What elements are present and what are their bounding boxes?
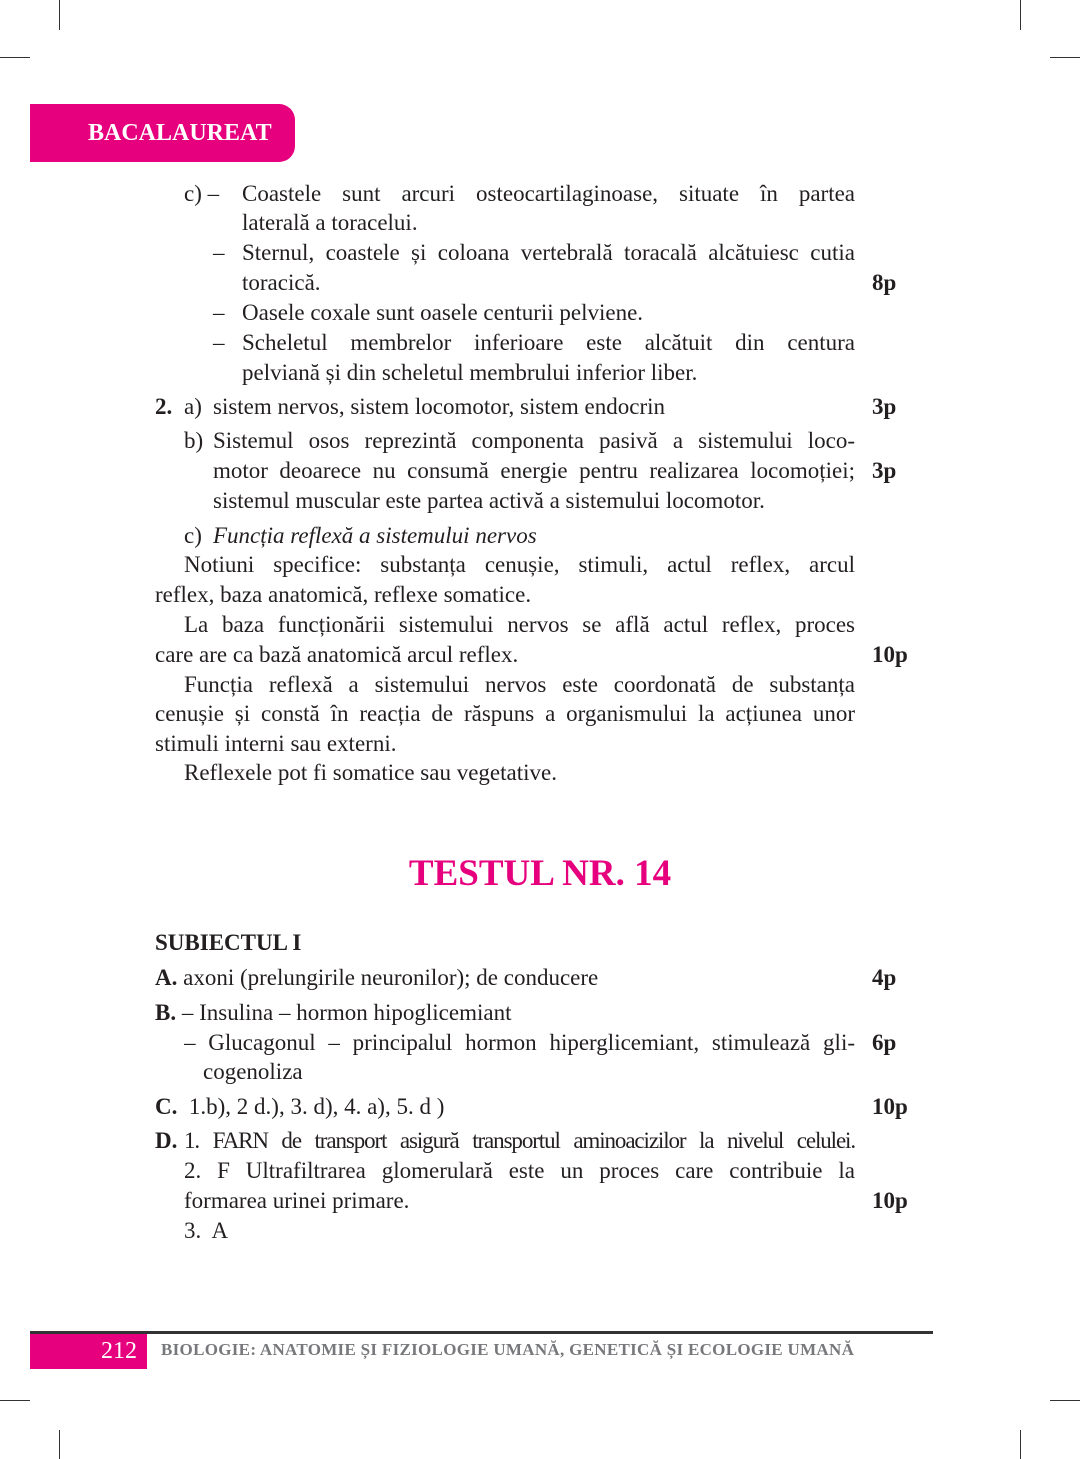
item-label: C. xyxy=(155,1094,178,1119)
score: 10p xyxy=(872,642,908,667)
crop-mark xyxy=(1020,1430,1021,1459)
text-line: Sternul, coastele și coloana vertebrală toracală alcătuiesc cutia xyxy=(242,240,855,265)
answer-c xyxy=(155,1093,444,1121)
text-line: 1.b), 2 d.), 3. d), 4. a), 5. d ) xyxy=(177,1094,445,1119)
page-number: 212 xyxy=(30,1334,147,1369)
score: 4p xyxy=(872,965,897,990)
item-label: a) xyxy=(184,394,202,419)
subject-heading: SUBIECTUL I xyxy=(155,930,302,955)
crop-mark xyxy=(59,0,60,30)
score: 10p xyxy=(872,1188,908,1213)
text-line: La baza funcționării sistemului nervos se află actul reflex, proces xyxy=(184,612,855,637)
answer-a xyxy=(155,964,598,992)
question-number: 2. xyxy=(155,394,173,419)
text-line: pelviană și din scheletul membrului inferior liber. xyxy=(242,360,698,385)
crop-mark xyxy=(0,1400,30,1401)
answer-b xyxy=(155,999,511,1027)
text-line: sistemul muscular este partea activă a sistemului locomotor. xyxy=(213,488,765,513)
text-line: Oasele coxale sunt oasele centurii pelviene. xyxy=(242,300,644,325)
test-title: TESTUL NR. 14 xyxy=(408,853,672,894)
item-label: A. xyxy=(155,965,178,990)
item-label: c) xyxy=(184,523,202,548)
text-line: – Glucagonul – principalul hormon hiperglicemiant, stimulează gli- xyxy=(184,1030,855,1055)
item-label: c) – xyxy=(184,181,220,206)
item-label xyxy=(155,1127,177,1155)
text-line: Scheletul membrelor inferioare este alcătuit din centura xyxy=(242,330,855,355)
text-line: 3. A xyxy=(184,1218,229,1243)
text-line: cenușie și constă în reacția de răspuns a organismului la acțiunea unor xyxy=(155,701,855,726)
score: 3p xyxy=(872,458,897,483)
footer-title: BIOLOGIE: ANATOMIE ȘI FIZIOLOGIE UMANĂ, GENETICĂ ȘI ECOLOGIE UMANĂ xyxy=(161,1340,855,1359)
item-label: B. xyxy=(155,1000,177,1025)
score: 6p xyxy=(872,1030,897,1055)
text-line: reflex, baza anatomică, reflexe somatice. xyxy=(155,582,532,607)
text-line: formarea urinei primare. xyxy=(184,1188,410,1213)
text-line: – Insulina – hormon hipoglicemiant xyxy=(176,1000,512,1025)
crop-mark xyxy=(1050,57,1080,58)
text-line: stimuli interni sau externi. xyxy=(155,731,397,756)
crop-mark xyxy=(0,57,30,58)
dash: – xyxy=(213,330,225,355)
item-label: D. xyxy=(155,1128,178,1153)
text-line: motor deoarece nu consumă energie pentru realizarea locomoției; xyxy=(213,458,855,483)
dash: – xyxy=(213,240,225,265)
crop-mark xyxy=(1050,1400,1080,1401)
dash: – xyxy=(213,300,225,325)
text-line: Coastele sunt arcuri osteocartilaginoase, situate în partea xyxy=(242,181,855,206)
footer-rule xyxy=(30,1331,933,1334)
text-line: 2. F Ultrafiltrarea glomerulară este un proces care contribuie la xyxy=(184,1158,855,1183)
text-line: care are ca bază anatomică arcul reflex. xyxy=(155,642,519,667)
text-line: axoni (prelungirile neuronilor); de conducere xyxy=(177,965,599,990)
subheading: Funcția reflexă a sistemului nervos xyxy=(213,523,537,548)
text-line: sistem nervos, sistem locomotor, sistem endocrin xyxy=(213,394,665,419)
text-line: Funcția reflexă a sistemului nervos este coordonată de substanța xyxy=(184,672,855,697)
crop-mark xyxy=(59,1430,60,1459)
text-line: Reflexele pot fi somatice sau vegetative. xyxy=(184,760,557,785)
text-line: 1. FARN de transport asigură transportul aminoacizilor la nivelul celulei. xyxy=(184,1128,855,1153)
text-line: toracică. xyxy=(242,270,321,295)
item-label: b) xyxy=(184,428,204,453)
text-line: cogenoliza xyxy=(203,1059,303,1084)
crop-mark xyxy=(1020,0,1021,30)
text-line: Sistemul osos reprezintă componenta pasivă a sistemului loco- xyxy=(213,428,855,453)
score: 3p xyxy=(872,394,897,419)
text-line: laterală a toracelui. xyxy=(242,210,418,235)
score: 10p xyxy=(872,1094,908,1119)
section-tab: BACALAUREAT xyxy=(30,104,295,162)
text-line: Notiuni specifice: substanța cenușie, stimuli, actul reflex, arcul xyxy=(184,552,855,577)
score: 8p xyxy=(872,270,897,295)
